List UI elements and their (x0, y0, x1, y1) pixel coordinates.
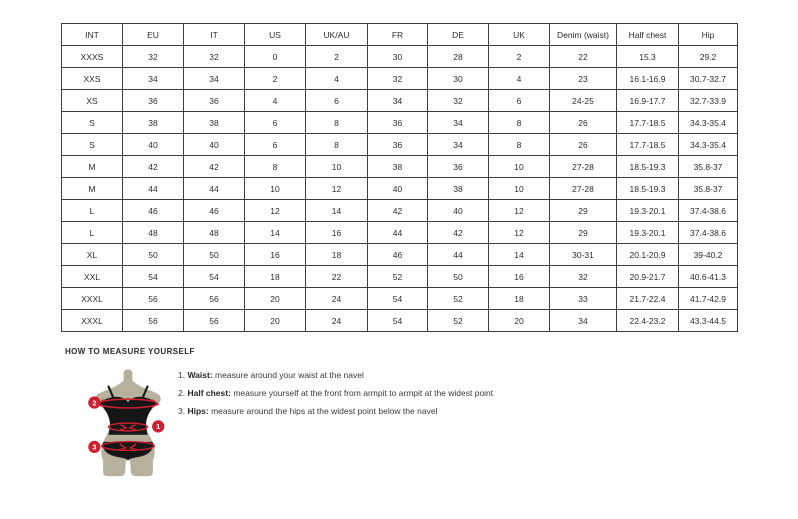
table-cell: 30 (428, 68, 489, 90)
table-body (62, 46, 738, 332)
table-row (62, 90, 738, 112)
table-cell: L (62, 200, 123, 222)
table-cell: XXXL (62, 288, 123, 310)
svg-text:3: 3 (92, 442, 97, 452)
table-cell: 34.3-35.4 (679, 112, 738, 134)
step-label: Half chest: (187, 388, 231, 398)
table-cell: 29.2 (679, 46, 738, 68)
table-cell: 38 (123, 112, 184, 134)
table-cell: 32 (428, 90, 489, 112)
table-cell: 16 (245, 244, 306, 266)
table-cell: 37.4-38.6 (679, 200, 738, 222)
table-cell: 32 (184, 46, 245, 68)
step-number: 3. (178, 406, 186, 416)
table-cell: S (62, 134, 123, 156)
table-cell: 52 (368, 266, 428, 288)
column-header: Hip (679, 24, 738, 46)
step-number: 2. (178, 388, 186, 398)
table-cell: 38 (428, 178, 489, 200)
table-cell: 36 (123, 90, 184, 112)
step-text: measure around your waist at the navel (215, 370, 364, 380)
table-cell: XXL (62, 266, 123, 288)
table-row (62, 178, 738, 200)
table-cell: 14 (306, 200, 368, 222)
table-cell: 32 (550, 266, 617, 288)
table-cell: 22 (306, 266, 368, 288)
table-row (62, 310, 738, 332)
column-header: Denim (waist) (550, 24, 617, 46)
table-cell: 43.3-44.5 (679, 310, 738, 332)
column-header: Half chest (617, 24, 679, 46)
table-cell: 46 (368, 244, 428, 266)
table-cell: 4 (489, 68, 550, 90)
table-cell: 23 (550, 68, 617, 90)
table-cell: 36 (184, 90, 245, 112)
table-row (62, 156, 738, 178)
table-cell: 30.7-32.7 (679, 68, 738, 90)
table-cell: 20.9-21.7 (617, 266, 679, 288)
table-cell: 40 (123, 134, 184, 156)
table-row (62, 244, 738, 266)
table-cell: 34 (550, 310, 617, 332)
badge-waist (152, 420, 164, 432)
table-cell: 18.5-19.3 (617, 156, 679, 178)
table-cell: 6 (306, 90, 368, 112)
table-cell: 34 (184, 68, 245, 90)
table-cell: 22.4-23.2 (617, 310, 679, 332)
table-cell: 54 (368, 310, 428, 332)
table-cell: 50 (184, 244, 245, 266)
step-text: measure around the hips at the widest point below the navel (211, 406, 438, 416)
table-cell: 44 (123, 178, 184, 200)
table-row (62, 222, 738, 244)
table-cell: 42 (123, 156, 184, 178)
table-cell: 10 (306, 156, 368, 178)
table-cell: 8 (245, 156, 306, 178)
table-cell: 8 (306, 112, 368, 134)
table-cell: 6 (245, 134, 306, 156)
table-row (62, 288, 738, 310)
svg-text:1: 1 (156, 422, 161, 432)
column-header: DE (428, 24, 489, 46)
table-cell: 46 (184, 200, 245, 222)
table-cell: 30 (368, 46, 428, 68)
table-cell: 48 (123, 222, 184, 244)
table-cell: 24-25 (550, 90, 617, 112)
table-cell: 4 (245, 90, 306, 112)
table-cell: 37.4-38.6 (679, 222, 738, 244)
table-cell: 10 (489, 156, 550, 178)
table-cell: 17.7-18.5 (617, 134, 679, 156)
table-cell: 8 (489, 112, 550, 134)
table-cell: 16.9-17.7 (617, 90, 679, 112)
table-cell: 6 (489, 90, 550, 112)
table-cell: 36 (368, 112, 428, 134)
how-to-title: HOW TO MEASURE YOURSELF (65, 347, 195, 356)
table-cell: 40.6-41.3 (679, 266, 738, 288)
table-cell: 54 (368, 288, 428, 310)
table-cell: 29 (550, 200, 617, 222)
table-cell: 34 (428, 112, 489, 134)
table-row (62, 46, 738, 68)
table-cell: 46 (123, 200, 184, 222)
column-header: UK/AU (306, 24, 368, 46)
table-cell: 12 (306, 178, 368, 200)
table-cell: 16.1-16.9 (617, 68, 679, 90)
table-row (62, 68, 738, 90)
table-cell: XS (62, 90, 123, 112)
table-cell: 32 (123, 46, 184, 68)
table-cell: 44 (184, 178, 245, 200)
step-text: measure yourself at the front from armpit to armpit at the widest point (233, 388, 494, 398)
table-cell: 20 (245, 288, 306, 310)
table-cell: 22 (550, 46, 617, 68)
table-cell: 52 (428, 310, 489, 332)
table-cell: 10 (489, 178, 550, 200)
table-cell: 38 (184, 112, 245, 134)
column-header: FR (368, 24, 428, 46)
badge-hips (88, 441, 100, 453)
table-cell: 30-31 (550, 244, 617, 266)
table-cell: 18 (306, 244, 368, 266)
table-cell: 18.5-19.3 (617, 178, 679, 200)
table-cell: 56 (123, 288, 184, 310)
table-cell: XXXL (62, 310, 123, 332)
table-row (62, 112, 738, 134)
table-cell: 2 (489, 46, 550, 68)
table-cell: 6 (245, 112, 306, 134)
table-cell: 8 (489, 134, 550, 156)
table-cell: 15.3 (617, 46, 679, 68)
table-cell: 20 (489, 310, 550, 332)
table-cell: 16 (306, 222, 368, 244)
table-cell: 44 (368, 222, 428, 244)
table-cell: 35.8-37 (679, 178, 738, 200)
table-header-row (62, 24, 738, 46)
measure-step (178, 370, 493, 380)
table-cell: 16 (489, 266, 550, 288)
table-cell: 36 (368, 134, 428, 156)
table-cell: 34 (123, 68, 184, 90)
column-header: IT (184, 24, 245, 46)
mannequin-left-thigh (103, 457, 126, 476)
badge-chest (88, 396, 100, 408)
table-cell: 56 (184, 310, 245, 332)
table-cell: 14 (489, 244, 550, 266)
table-cell: 12 (489, 200, 550, 222)
table-cell: XXXS (62, 46, 123, 68)
table-cell: 44 (428, 244, 489, 266)
table-cell: 35.8-37 (679, 156, 738, 178)
mannequin-neck (124, 369, 133, 382)
table-cell: M (62, 156, 123, 178)
table-cell: 4 (306, 68, 368, 90)
table-cell: 21.7-22.4 (617, 288, 679, 310)
table-cell: 42 (428, 222, 489, 244)
table-cell: 41.7-42.9 (679, 288, 738, 310)
table-cell: 26 (550, 112, 617, 134)
table-cell: 27-28 (550, 178, 617, 200)
column-header: INT (62, 24, 123, 46)
column-header: EU (123, 24, 184, 46)
measurement-figure (84, 367, 172, 482)
measure-steps (178, 370, 493, 424)
table-cell: 19.3-20.1 (617, 222, 679, 244)
table-cell: 34 (428, 134, 489, 156)
table-cell: M (62, 178, 123, 200)
table-cell: 14 (245, 222, 306, 244)
table-cell: 24 (306, 288, 368, 310)
table-cell: 2 (245, 68, 306, 90)
table-cell: 8 (306, 134, 368, 156)
table-cell: 28 (428, 46, 489, 68)
table-cell: 0 (245, 46, 306, 68)
step-label: Waist: (187, 370, 213, 380)
table-cell: 32.7-33.9 (679, 90, 738, 112)
svg-text:2: 2 (92, 398, 97, 408)
table-cell: L (62, 222, 123, 244)
column-header: UK (489, 24, 550, 46)
table-cell: 26 (550, 134, 617, 156)
step-label: Hips: (187, 406, 209, 416)
table-cell: 20 (245, 310, 306, 332)
table-cell: 10 (245, 178, 306, 200)
table-cell: 54 (123, 266, 184, 288)
table-row (62, 266, 738, 288)
table-cell: 42 (184, 156, 245, 178)
table-cell: 12 (245, 200, 306, 222)
table-cell: 54 (184, 266, 245, 288)
table-cell: 27-28 (550, 156, 617, 178)
camisole-top (99, 397, 157, 435)
measure-step (178, 406, 493, 416)
table-cell: 40 (368, 178, 428, 200)
table-row (62, 200, 738, 222)
table-cell: 24 (306, 310, 368, 332)
size-chart-table (61, 23, 738, 332)
column-header: US (245, 24, 306, 46)
table-cell: 48 (184, 222, 245, 244)
table-cell: 18 (489, 288, 550, 310)
table-row (62, 134, 738, 156)
table-cell: 34.3-35.4 (679, 134, 738, 156)
table-cell: 38 (368, 156, 428, 178)
measure-step (178, 388, 493, 398)
table-cell: 39-40.2 (679, 244, 738, 266)
table-cell: 2 (306, 46, 368, 68)
table-cell: XL (62, 244, 123, 266)
table-cell: 29 (550, 222, 617, 244)
table-cell: 50 (123, 244, 184, 266)
table-cell: 36 (428, 156, 489, 178)
table-cell: 50 (428, 266, 489, 288)
table-cell: 32 (368, 68, 428, 90)
table-cell: XXS (62, 68, 123, 90)
table-cell: 33 (550, 288, 617, 310)
table-cell: 20.1-20.9 (617, 244, 679, 266)
table-cell: 56 (184, 288, 245, 310)
mannequin-illustration-icon (84, 367, 172, 482)
table-cell: 34 (368, 90, 428, 112)
table-cell: 17.7-18.5 (617, 112, 679, 134)
table-cell: 56 (123, 310, 184, 332)
table-cell: 19.3-20.1 (617, 200, 679, 222)
step-number: 1. (178, 370, 186, 380)
table-cell: 40 (428, 200, 489, 222)
table-cell: 12 (489, 222, 550, 244)
table-cell: S (62, 112, 123, 134)
table-cell: 42 (368, 200, 428, 222)
table-cell: 18 (245, 266, 306, 288)
table-cell: 52 (428, 288, 489, 310)
table-cell: 40 (184, 134, 245, 156)
mannequin-right-thigh (130, 457, 153, 476)
